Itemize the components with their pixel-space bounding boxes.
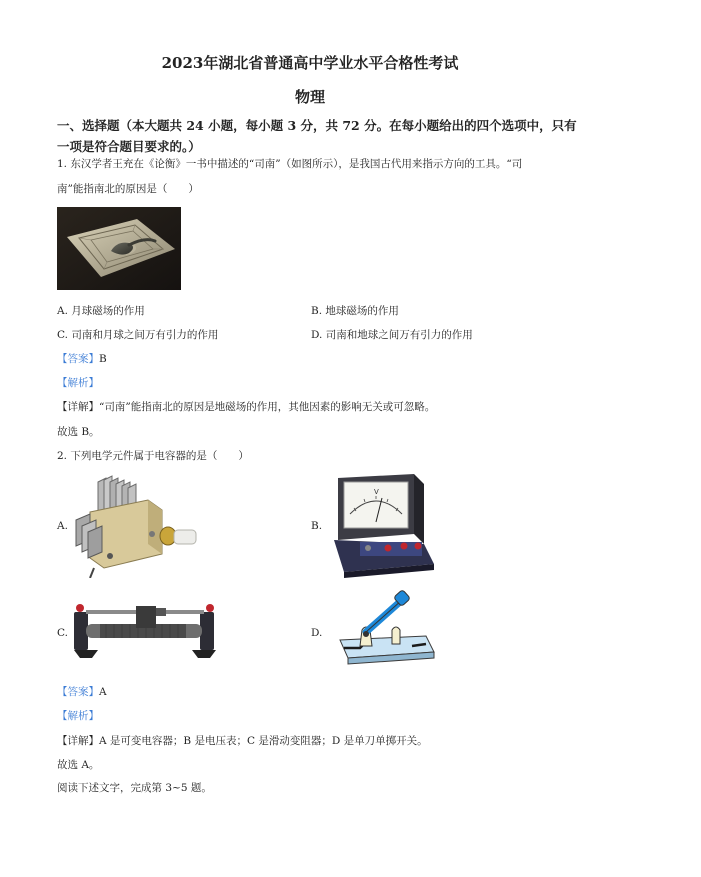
q2-conclusion: 故选 A。	[57, 759, 100, 771]
detail-tag: 【详解】	[57, 401, 99, 413]
q1-option-d: D. 司南和地球之间万有引力的作用	[311, 329, 473, 341]
q1-stem-line2: 南”能指南北的原因是（ ）	[57, 183, 199, 195]
knife-switch-image	[330, 590, 438, 672]
section-heading	[57, 115, 577, 157]
sinan-compass-image	[57, 207, 181, 290]
q1-analysis-tag: 【解析】	[57, 377, 99, 389]
q2-detail	[57, 734, 428, 748]
q1-conclusion: 故选 B。	[57, 426, 100, 438]
q1-option-a: A. 月球磁场的作用	[57, 305, 145, 317]
svg-text:V: V	[374, 488, 379, 496]
q2-option-d-label: D.	[311, 627, 323, 639]
answer-value: A	[99, 686, 107, 698]
section-heading-line1: 一、选择题（本大题共 24 小题，每小题 3 分，共 72 分。在每小题给出的四个选项中，只有	[57, 118, 577, 133]
reading-instruction: 阅读下述文字，完成第 3~5 题。	[57, 782, 212, 794]
answer-tag: 【答案】	[57, 353, 99, 365]
q2-option-c-label: C.	[57, 627, 68, 639]
q2-option-a-label: A.	[57, 520, 68, 532]
answer-value: B	[99, 353, 107, 365]
page-title: 2023年湖北省普通高中学业水平合格性考试	[161, 54, 459, 72]
detail-tag: 【详解】	[57, 735, 99, 747]
q2-stem: 2. 下列电学元件属于电容器的是（ ）	[57, 450, 249, 462]
q1-option-c: C. 司南和月球之间万有引力的作用	[57, 329, 219, 341]
q1-answer	[57, 352, 107, 366]
answer-tag: 【答案】	[57, 686, 99, 698]
q2-answer	[57, 685, 107, 699]
sliding-rheostat-image	[70, 598, 220, 660]
q2-analysis-tag: 【解析】	[57, 710, 99, 722]
q2-option-b-label: B.	[311, 520, 323, 532]
subject-title: 物理	[294, 88, 325, 106]
detail-text: “司南”能指南北的原因是地磁场的作用，其他因素的影响无关或可忽略。	[99, 401, 436, 413]
section-heading-line2: 一项是符合题目要求的。）	[57, 139, 201, 154]
detail-text: A 是可变电容器；B 是电压表；C 是滑动变阻器；D 是单刀单掷开关。	[99, 735, 428, 747]
voltmeter-image	[330, 474, 436, 578]
q1-option-b: B. 地球磁场的作用	[311, 305, 399, 317]
variable-capacitor-image	[70, 474, 200, 578]
q1-detail	[57, 400, 435, 414]
q1-stem-line1: 1. 东汉学者王充在《论衡》一书中描述的“司南”（如图所示），是我国古代用来指示方向的工具。“司	[57, 158, 523, 170]
